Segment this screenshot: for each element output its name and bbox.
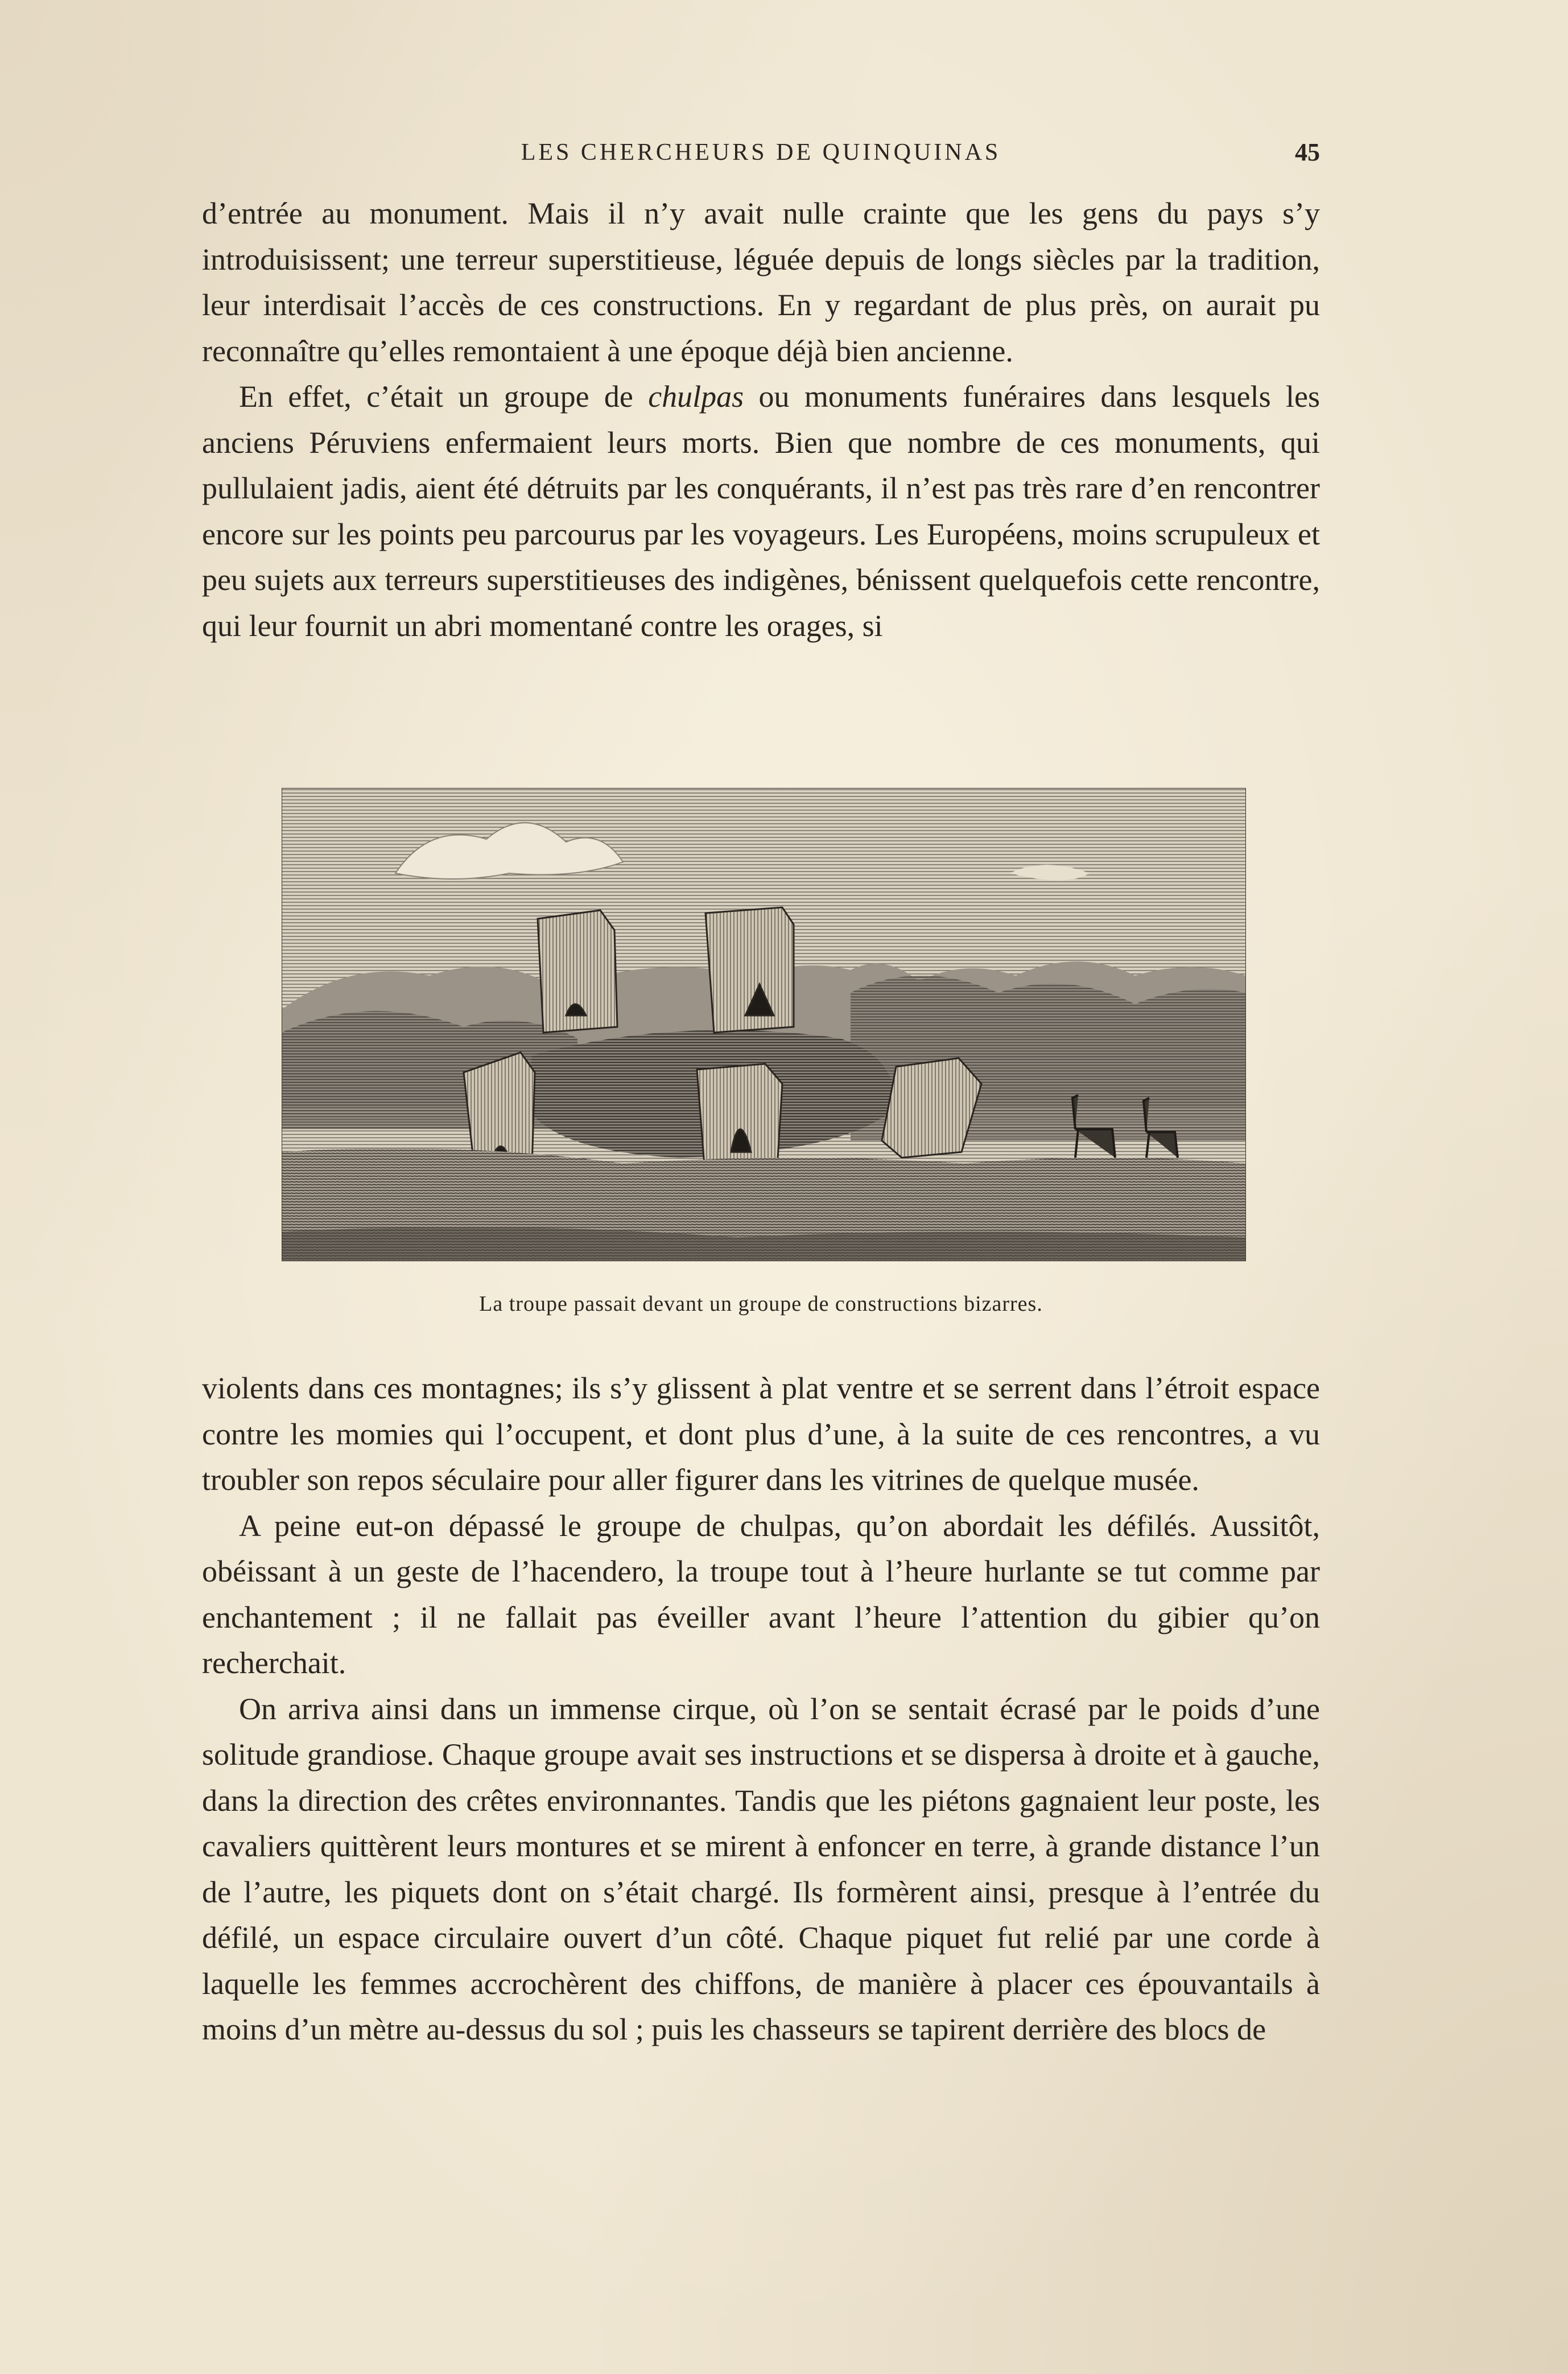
figure-caption: La troupe passait devant un groupe de constructions bizarres. (479, 1292, 1043, 1316)
engraving-illustration (282, 788, 1246, 1261)
running-title: LES CHERCHEURS DE QUINQUINAS (521, 139, 1001, 166)
running-head (202, 135, 1320, 170)
paragraph: On arriva ainsi dans un immense cirque, où l’on se sentait écrasé par le poids d’une solitude grandiose. Chaque groupe avait ses instructions et se dispersa à droite et à gauche, dans la direction des crêtes environnantes. Tandis que les piétons gagnaient leur poste, les cavaliers quittèrent leurs montures et se mirent à enfoncer en terre, à grande distance l’un de l’autre, les piquets dont on s’était chargé. Ils formèrent ainsi, presque à l’entrée du défilé, un espace circulaire ouvert d’un côté. Chaque piquet fut relié par une corde à laquelle les femmes accrochèrent des chiffons, de manière à placer ces épouvantails à moins d’un mètre au-dessus du sol ; puis les chasseurs se tapirent derrière des blocs de (202, 1691, 1320, 2046)
paragraph-text: ou monuments funéraires dans lesquels les anciens Péruviens enfermaient leurs morts. Bien que nombre de ces monuments, qui pullulaient jadis, aient été détruits par les conquérants, il n’est pas très rare d’en rencontrer encore sur les points peu parcourus par les voyageurs. Les Européens, moins scrupuleux et peu sujets aux terreurs superstitieuses des indigènes, bénissent quelquefois cette rencontre, qui leur fournit un abri momentané contre les orages, si (202, 379, 1320, 643)
text-block-top (202, 191, 1320, 649)
chulpas-engraving (282, 788, 1246, 1261)
paragraph: d’entrée au monument. Mais il n’y avait nulle crainte que les gens du pays s’y introduisissent; une terreur superstitieuse, léguée depuis de longs siècles par la tradition, leur interdisait l’accès de ces constructions. En y regardant de plus près, on aurait pu reconnaître qu’elles remontaient à une époque déjà bien ancienne. (202, 196, 1320, 368)
page-number: 45 (1295, 138, 1320, 166)
paragraph: A peine eut-on dépassé le groupe de chulpas, qu’on abordait les défilés. Aussitôt, obéissant à un geste de l’hacendero, la troupe tout à l’heure hurlante se tut comme par enchantement ; il ne fallait pas éveiller avant l’heure l’attention du gibier qu’on recherchait. (202, 1508, 1320, 1680)
italic-term: chulpas (648, 379, 744, 414)
paragraph-text: En effet, c’était un groupe de (239, 379, 649, 414)
paragraph: violents dans ces montagnes; ils s’y glissent à plat ventre et se serrent dans l’étroit espace contre les momies qui l’occupent, et dont plus d’une, à la suite de ces rencontres, a vu troubler son repos séculaire pour aller figurer dans les vitrines de quelque musée. (202, 1371, 1320, 1497)
paragraph-chulpas (202, 374, 1320, 649)
text-block-bottom (202, 1365, 1320, 2053)
